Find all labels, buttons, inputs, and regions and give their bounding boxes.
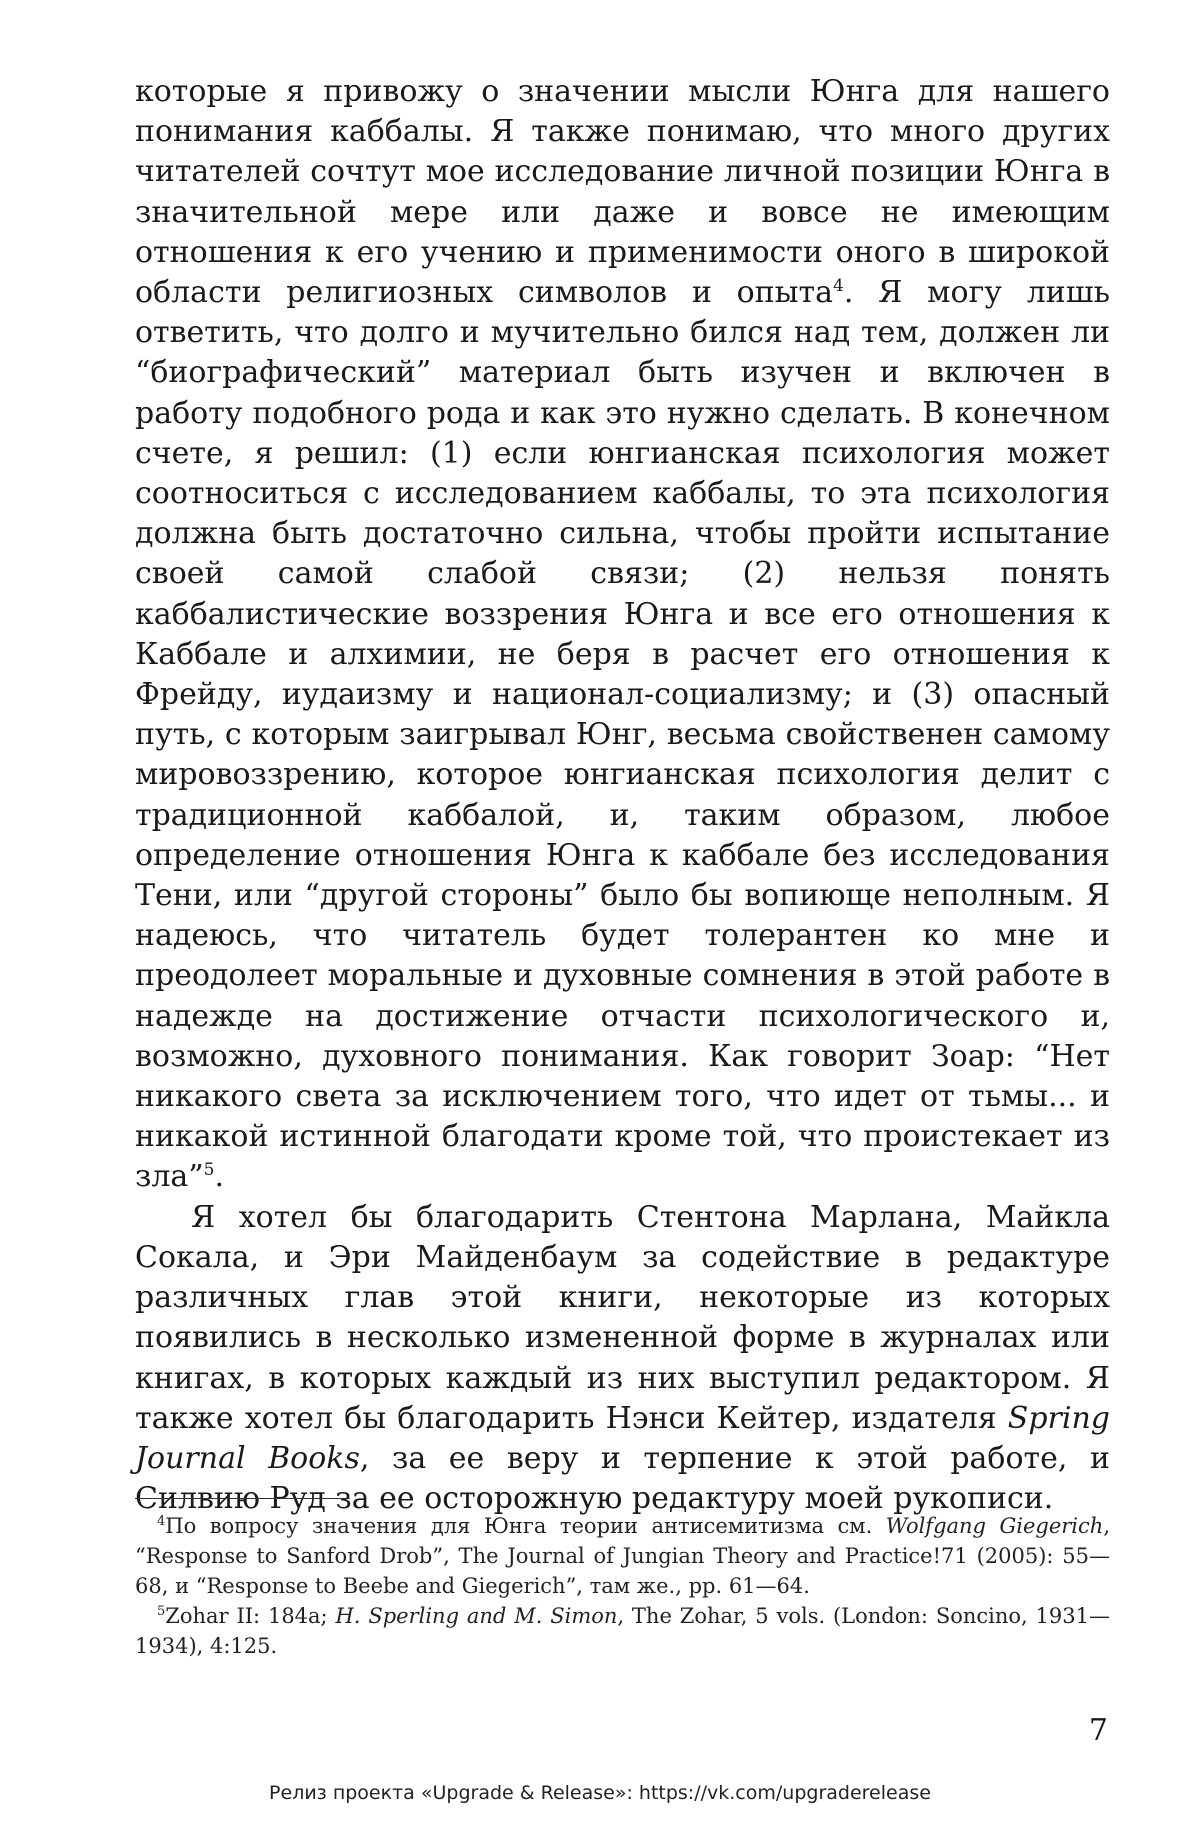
main-text [135, 72, 1110, 1519]
paragraph-2 [135, 1198, 1110, 1520]
paragraph-1-part-b: . Я могу лишь ответить, что долго и мучительно бился над тем, должен ли “биографический” материал быть изучен и включен в работу подобного рода и как это нужно сделать. В конечном счете, я решил: (1) если юнгианская психология может соотноситься с исследованием каббалы, то эта психология должна быть достаточно сильна, чтобы пройти испытание своей самой слабой связи; (2) нельзя понять каббалистические воззрения Юнга и все его отношения к Каббале и алхимии, не беря в расчет его отношения к Фрейду, иудаизму и национал-социализму; и (3) опасный путь, с которым заигрывал Юнг, весьма свойственен самому мировоззрению, которое юнгианская психология делит с традиционной каббалой, и, таким образом, любое определение отношения Юнга к каббале без исследования Тени, или “другой стороны” было бы вопиюще неполным. Я надеюсь, что читатель будет толерантен ко мне и преодолеет моральные и духовные сомнения в этой работе в надежде на достижение отчасти психологического и, возможно, духовного понимания. Как говорит Зоар: “Нет никакого света за исключением того, что идет от тьмы... и никакой истинной благодати кроме той, что проистекает из зла” [135, 275, 1111, 1195]
footnote-4-author: Wolfgang Giegerich [885, 1514, 1104, 1538]
footnote-4-part-a: По вопросу значения для Юнга теории антисемитизма см. [165, 1514, 886, 1538]
paragraph-2-part-b: , за ее веру и терпение к этой работе, и Силвию Руд за ее осторожную редактуру моей рукописи. [135, 1440, 1110, 1517]
footnote-divider [135, 1498, 350, 1499]
footnote-5-part-b: , The Zohar, 5 vols. (London: Soncino, 1931—1934), 4:125. [135, 1604, 1110, 1658]
footnote-4-part-b: , “Response to Sanford Drob”, The Journal of Jungian Theory and Practice!71 (2005): 55—68, и “Response to Beebe and Giegerich”, там же., pp. 61—64. [135, 1514, 1110, 1598]
footnote-5-authors: H. Sperling and M. Simon [335, 1604, 618, 1628]
footnotes [135, 1511, 1110, 1661]
footnote-ref-5: 5 [203, 1160, 215, 1181]
footnote-5-part-a: Zohar II: 184a; [165, 1604, 336, 1628]
paragraph-1 [135, 72, 1110, 1198]
footnote-4-mark: 4 [157, 1514, 166, 1529]
paragraph-1-part-a: которые я привожу о значении мысли Юнга для нашего понимания каббалы. Я также понимаю, что много других читателей сочтут мое исследование личной позиции Юнга в значительной мере или даже и вовсе не имеющим отношения к его учению и применимости оного в широкой области религиозных символов и опыта [135, 74, 1110, 311]
footnote-4 [135, 1511, 1110, 1601]
footnote-5-mark: 5 [157, 1604, 166, 1619]
paragraph-1-part-c: . [214, 1159, 225, 1195]
publisher-name: Spring Journal Books [135, 1400, 1110, 1476]
paragraph-2-part-a: Я хотел бы благодарить Стентона Марлана, Майкла Сокала, и Эри Майденбаум за содействие в редактуре различных глав этой книги, некоторые из которых появились в несколько измененной форме в журналах или книгах, в которых каждый из них выступил редактором. Я также хотел бы благодарить Нэнси Кейтер, издателя [135, 1199, 1110, 1436]
footnote-ref-4: 4 [833, 276, 844, 297]
footnote-5 [135, 1601, 1110, 1661]
release-credit: Релиз проекта «Upgrade & Release»: https://vk.com/upgraderelease [269, 1782, 931, 1804]
page-number: 7 [1088, 1713, 1108, 1748]
